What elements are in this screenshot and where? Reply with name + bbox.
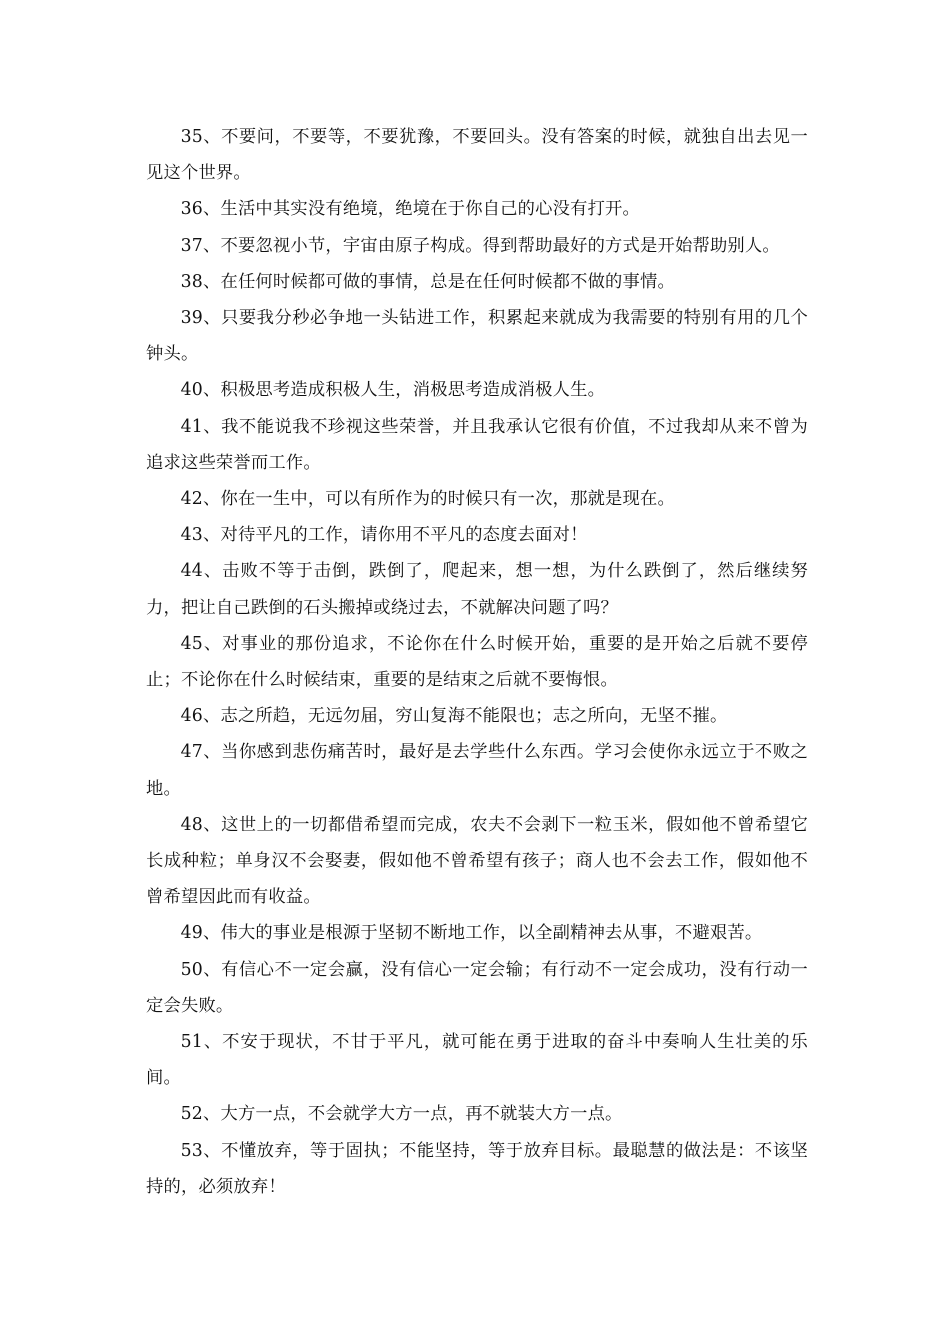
paragraph-46: 46、志之所趋，无远勿届，穷山复海不能限也；志之所向，无坚不摧。 <box>180 706 728 727</box>
paragraph-49: 49、伟大的事业是根源于坚韧不断地工作，以全副精神去从事，不避艰苦。 <box>180 923 763 944</box>
paragraph-48: 48、这世上的一切都借希望而完成，农夫不会剥下一粒玉米，假如他不曾希望它长成种粒；单身汉不会娶妻，假如他不曾希望有孩子；商人也不会去工作，假如他不曾希望因此而有收益。 <box>146 814 808 908</box>
paragraph-37: 37、不要忽视小节，宇宙由原子构成。得到帮助最好的方式是开始帮助别人。 <box>180 235 780 256</box>
paragraph-42: 42、你在一生中，可以有所作为的时候只有一次，那就是现在。 <box>180 489 675 510</box>
paragraph-41: 41、我不能说我不珍视这些荣誉，并且我承认它很有价值，不过我却从来不曾为追求这些荣誉而工作。 <box>146 416 808 473</box>
paragraph-45: 45、对事业的那份追求，不论你在什么时候开始，重要的是开始之后就不要停止；不论你在什么时候结束，重要的是结束之后就不要悔恨。 <box>146 633 808 691</box>
document-body <box>146 119 808 1205</box>
paragraph-39: 39、只要我分秒必争地一头钻进工作，积累起来就成为我需要的特别有用的几个钟头。 <box>146 308 808 365</box>
paragraph-40: 40、积极思考造成积极人生，消极思考造成消极人生。 <box>180 380 606 401</box>
paragraph-52: 52、大方一点，不会就学大方一点，再不就装大方一点。 <box>180 1104 623 1125</box>
paragraph-47: 47、当你感到悲伤痛苦时，最好是去学些什么东西。学习会使你永远立于不败之地。 <box>146 742 808 799</box>
paragraph-53: 53、不懂放弃，等于固执；不能坚持，等于放弃目标。最聪慧的做法是：不该坚持的，必须放弃！ <box>146 1140 808 1197</box>
paragraph-51: 51、不安于现状，不甘于平凡，就可能在勇于进取的奋斗中奏响人生壮美的乐间。 <box>146 1032 808 1089</box>
paragraph-50: 50、有信心不一定会赢，没有信心一定会输；有行动不一定会成功，没有行动一定会失败。 <box>146 959 808 1016</box>
paragraph-38: 38、在任何时候都可做的事情，总是在任何时候都不做的事情。 <box>180 271 675 292</box>
paragraph-44: 44、击败不等于击倒，跌倒了，爬起来，想一想，为什么跌倒了，然后继续努力，把让自己跌倒的石头搬掉或绕过去，不就解决问题了吗？ <box>146 561 808 618</box>
paragraph-35: 35、不要问，不要等，不要犹豫，不要回头。没有答案的时候，就独自出去见一见这个世界。 <box>146 127 808 184</box>
paragraph-36: 36、生活中其实没有绝境，绝境在于你自己的心没有打开。 <box>180 199 641 220</box>
paragraph-43: 43、对待平凡的工作，请你用不平凡的态度去面对！ <box>180 525 588 546</box>
